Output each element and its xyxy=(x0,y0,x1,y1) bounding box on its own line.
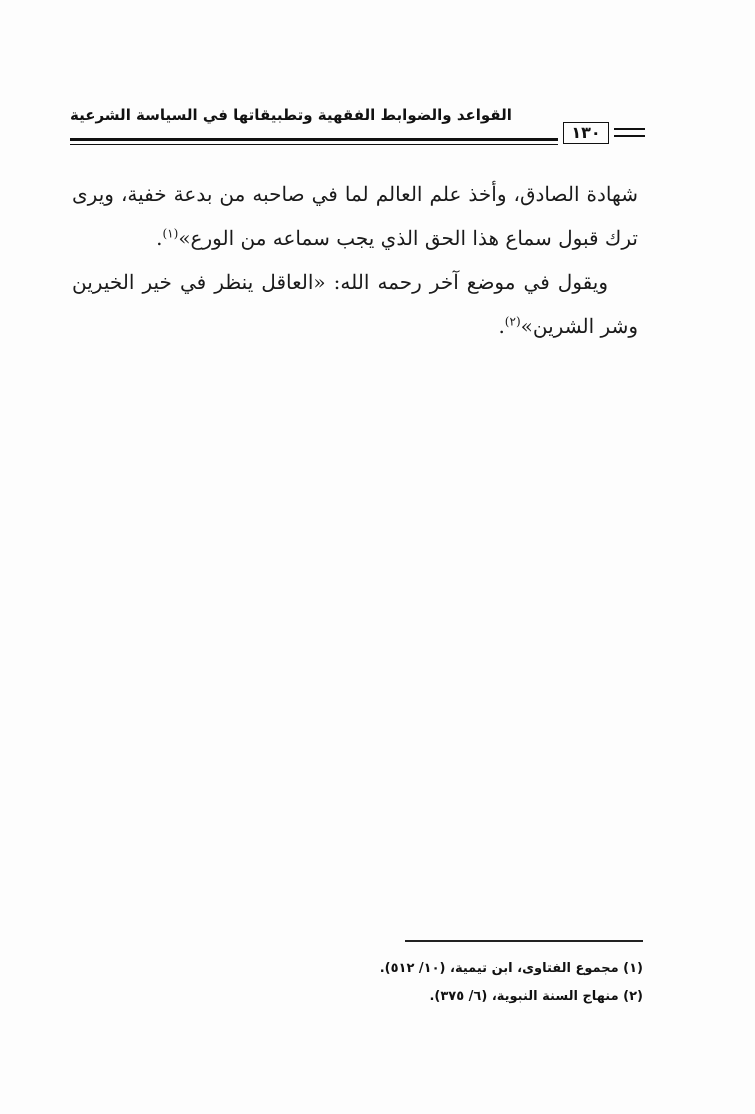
header-rule-thin xyxy=(70,144,558,145)
running-header xyxy=(70,104,645,148)
footnotes xyxy=(300,955,643,1011)
header-rule-thick xyxy=(70,138,558,141)
footnote-separator xyxy=(405,940,643,942)
page-number-ornament-top xyxy=(614,128,645,130)
book-title: القواعد والضوابط الفقهية وتطبيقاتها في السياسة الشرعية xyxy=(70,106,512,124)
paragraph xyxy=(72,172,638,260)
paragraph-text: ويقول في موضع آخر رحمه الله: «العاقل ينظر في خير الخيرين وشر الشرين» xyxy=(72,270,638,338)
footnote-reference[interactable]: (١) xyxy=(162,226,179,241)
paragraph-end: . xyxy=(156,226,163,250)
page-number-ornament-bottom xyxy=(614,135,645,137)
paragraph xyxy=(72,260,638,348)
body-text xyxy=(72,172,638,348)
footnote: (١) مجموع الفتاوى، ابن تيمية، (١٠/ ٥١٢). xyxy=(379,961,643,976)
paragraph-end: . xyxy=(498,314,505,338)
footnote: (٢) منهاج السنة النبوية، (٦/ ٣٧٥). xyxy=(429,989,643,1004)
footnote-reference[interactable]: (٢) xyxy=(504,314,521,329)
page-number: ١٣٠ xyxy=(563,122,609,144)
paragraph-text: شهادة الصادق، وأخذ علم العالم لما في صاحبه من بدعة خفية، ويرى ترك قبول سماع هذا الحق الذي يجب سماعه من الورع» xyxy=(72,182,638,250)
